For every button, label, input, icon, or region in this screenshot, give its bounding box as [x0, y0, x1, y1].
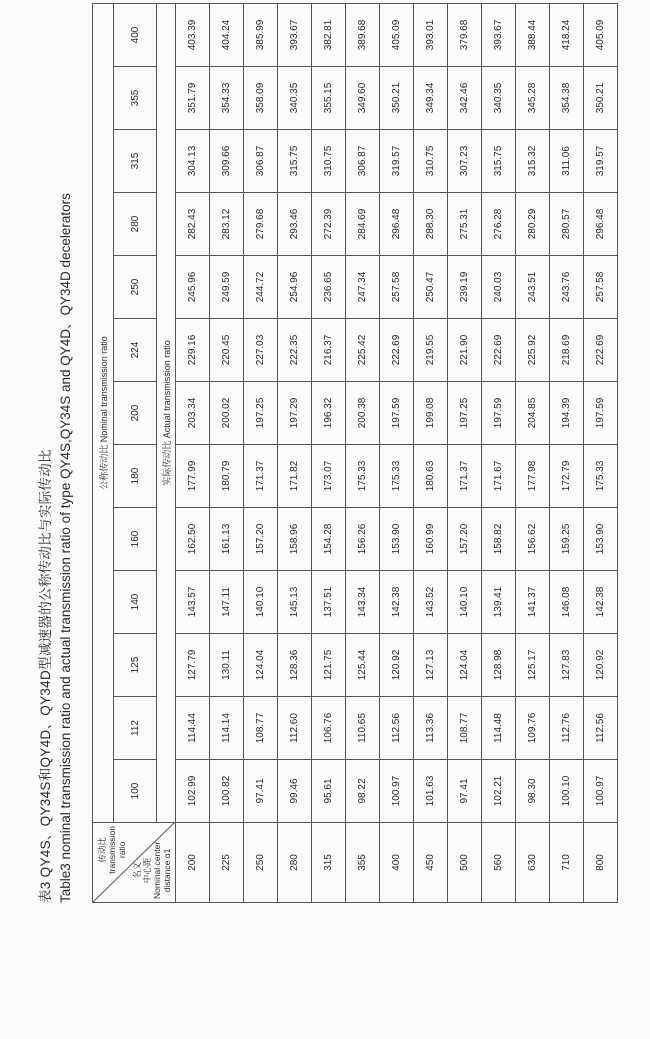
actual-ratio-cell: 154.28: [312, 508, 346, 571]
actual-ratio-cell: 108.77: [244, 697, 278, 760]
actual-ratio-cell: 307.23: [448, 130, 482, 193]
actual-ratio-cell: 239.19: [448, 256, 482, 319]
actual-ratio-cell: 340.35: [278, 67, 312, 130]
actual-ratio-cell: 257.58: [584, 256, 618, 319]
nominal-ratio-cell: 224: [114, 319, 157, 382]
actual-ratio-cell: 114.48: [482, 697, 516, 760]
table-title-chinese: 表3 QY4S、QY34S和QY4D、QY34D型减速器的公称传动比与实际传动比: [38, 449, 53, 903]
actual-ratio-cell: 310.75: [312, 130, 346, 193]
actual-ratio-cell: 349.34: [414, 67, 448, 130]
actual-ratio-cell: 200.38: [346, 382, 380, 445]
actual-ratio-cell: 172.79: [550, 445, 584, 508]
actual-ratio-cell: 243.51: [516, 256, 550, 319]
actual-ratio-cell: 393.67: [278, 4, 312, 67]
actual-ratio-cell: 388.44: [516, 4, 550, 67]
actual-ratio-cell: 171.37: [244, 445, 278, 508]
actual-ratio-cell: 112.60: [278, 697, 312, 760]
actual-ratio-cell: 345.28: [516, 67, 550, 130]
actual-ratio-cell: 319.57: [584, 130, 618, 193]
actual-ratio-cell: 99.46: [278, 760, 312, 823]
actual-ratio-cell: 106.76: [312, 697, 346, 760]
actual-ratio-cell: 102.21: [482, 760, 516, 823]
actual-ratio-cell: 222.69: [380, 319, 414, 382]
actual-ratio-cell: 222.69: [482, 319, 516, 382]
center-distance-cell: 280: [278, 823, 312, 903]
actual-ratio-cell: 197.25: [448, 382, 482, 445]
actual-ratio-cell: 385.99: [244, 4, 278, 67]
center-distance-cell: 250: [244, 823, 278, 903]
actual-ratio-cell: 102.99: [176, 760, 210, 823]
transmission-ratio-table: [92, 3, 618, 903]
actual-ratio-cell: 403.39: [176, 4, 210, 67]
actual-ratio-cell: 177.99: [176, 445, 210, 508]
actual-ratio-cell: 200.02: [210, 382, 244, 445]
actual-ratio-cell: 197.59: [482, 382, 516, 445]
actual-ratio-cell: 350.21: [380, 67, 414, 130]
actual-ratio-cell: 358.09: [244, 67, 278, 130]
nominal-ratio-cell: 125: [114, 634, 157, 697]
table-row: [210, 4, 244, 903]
actual-ratio-cell: 257.58: [380, 256, 414, 319]
actual-ratio-cell: 197.59: [380, 382, 414, 445]
actual-ratio-cell: 405.09: [584, 4, 618, 67]
actual-ratio-cell: 315.32: [516, 130, 550, 193]
actual-ratio-cell: 109.76: [516, 697, 550, 760]
actual-ratio-cell: 112.56: [584, 697, 618, 760]
actual-ratio-cell: 156.26: [346, 508, 380, 571]
actual-ratio-cell: 147.11: [210, 571, 244, 634]
center-distance-cell: 450: [414, 823, 448, 903]
actual-ratio-cell: 204.85: [516, 382, 550, 445]
actual-ratio-cell: 100.82: [210, 760, 244, 823]
actual-ratio-cell: 98.30: [516, 760, 550, 823]
actual-ratio-cell: 130.11: [210, 634, 244, 697]
actual-ratio-cell: 296.48: [584, 193, 618, 256]
actual-ratio-cell: 197.29: [278, 382, 312, 445]
nominal-ratio-cell: 112: [114, 697, 157, 760]
corner-distance-en-2: distance α1: [162, 848, 172, 893]
actual-ratio-cell: 157.20: [244, 508, 278, 571]
corner-distance-label: [132, 842, 172, 899]
actual-ratio-cell: 127.79: [176, 634, 210, 697]
actual-ratio-cell: 319.57: [380, 130, 414, 193]
actual-ratio-cell: 127.83: [550, 634, 584, 697]
actual-ratio-cell: 404.24: [210, 4, 244, 67]
table-row: [278, 4, 312, 903]
nominal-ratio-cell: 160: [114, 508, 157, 571]
table-row: [516, 4, 550, 903]
actual-ratio-cell: 393.67: [482, 4, 516, 67]
actual-ratio-cell: 306.87: [244, 130, 278, 193]
actual-ratio-cell: 114.14: [210, 697, 244, 760]
actual-ratio-cell: 245.96: [176, 256, 210, 319]
actual-ratio-cell: 275.31: [448, 193, 482, 256]
actual-ratio-cell: 405.09: [380, 4, 414, 67]
actual-ratio-cell: 153.90: [380, 508, 414, 571]
actual-ratio-cell: 311.06: [550, 130, 584, 193]
header-row-actual: [157, 4, 176, 903]
table-row: [482, 4, 516, 903]
center-distance-cell: 355: [346, 823, 380, 903]
nominal-ratio-cell: 200: [114, 382, 157, 445]
actual-ratio-cell: 128.98: [482, 634, 516, 697]
actual-ratio-cell: 310.75: [414, 130, 448, 193]
center-distance-cell: 400: [380, 823, 414, 903]
actual-ratio-cell: 171.37: [448, 445, 482, 508]
table-row: [176, 4, 210, 903]
actual-ratio-cell: 284.69: [346, 193, 380, 256]
nominal-ratio-cell: 250: [114, 256, 157, 319]
header-row-nominal-values: [114, 4, 157, 903]
actual-ratio-cell: 125.17: [516, 634, 550, 697]
table-row: [584, 4, 618, 903]
center-distance-cell: 500: [448, 823, 482, 903]
actual-ratio-cell: 100.97: [584, 760, 618, 823]
actual-ratio-cell: 177.98: [516, 445, 550, 508]
center-distance-cell: 225: [210, 823, 244, 903]
actual-ratio-cell: 354.38: [550, 67, 584, 130]
actual-ratio-cell: 379.68: [448, 4, 482, 67]
actual-ratio-cell: 173.07: [312, 445, 346, 508]
corner-distance-en-1: Nominal center: [152, 841, 162, 899]
actual-ratio-cell: 180.63: [414, 445, 448, 508]
actual-ratio-cell: 141.37: [516, 571, 550, 634]
actual-ratio-cell: 196.32: [312, 382, 346, 445]
actual-ratio-cell: 349.60: [346, 67, 380, 130]
actual-ratio-cell: 121.75: [312, 634, 346, 697]
actual-ratio-cell: 389.68: [346, 4, 380, 67]
actual-ratio-cell: 282.43: [176, 193, 210, 256]
actual-ratio-cell: 139.41: [482, 571, 516, 634]
actual-ratio-cell: 175.33: [380, 445, 414, 508]
center-distance-cell: 200: [176, 823, 210, 903]
actual-ratio-cell: 158.82: [482, 508, 516, 571]
actual-ratio-cell: 124.04: [244, 634, 278, 697]
actual-ratio-cell: 160.99: [414, 508, 448, 571]
actual-ratio-cell: 98.22: [346, 760, 380, 823]
actual-ratio-cell: 180.79: [210, 445, 244, 508]
actual-ratio-cell: 171.67: [482, 445, 516, 508]
actual-ratio-cell: 153.90: [584, 508, 618, 571]
center-distance-cell: 630: [516, 823, 550, 903]
actual-ratio-cell: 140.10: [448, 571, 482, 634]
actual-ratio-cell: 112.76: [550, 697, 584, 760]
actual-ratio-cell: 100.97: [380, 760, 414, 823]
nominal-ratio-cell: 400: [114, 4, 157, 67]
actual-ratio-cell: 159.25: [550, 508, 584, 571]
table-row: [448, 4, 482, 903]
actual-ratio-cell: 218.69: [550, 319, 584, 382]
actual-ratio-cell: 156.62: [516, 508, 550, 571]
center-distance-cell: 710: [550, 823, 584, 903]
actual-ratio-cell: 113.36: [414, 697, 448, 760]
corner-ratio-label: [97, 826, 127, 874]
actual-ratio-cell: 254.96: [278, 256, 312, 319]
actual-ratio-cell: 315.75: [482, 130, 516, 193]
actual-ratio-cell: 114.44: [176, 697, 210, 760]
actual-ratio-cell: 143.52: [414, 571, 448, 634]
nominal-ratio-cell: 315: [114, 130, 157, 193]
actual-ratio-cell: 199.08: [414, 382, 448, 445]
actual-ratio-cell: 382.81: [312, 4, 346, 67]
corner-ratio-cn: 传动比: [97, 837, 107, 863]
actual-ratio-cell: 315.75: [278, 130, 312, 193]
actual-ratio-cell: 220.45: [210, 319, 244, 382]
actual-ratio-cell: 108.77: [448, 697, 482, 760]
actual-ratio-cell: 247.34: [346, 256, 380, 319]
actual-ratio-cell: 280.57: [550, 193, 584, 256]
actual-ratio-cell: 244.72: [244, 256, 278, 319]
center-distance-cell: 560: [482, 823, 516, 903]
header-row-nominal: [93, 4, 114, 903]
nominal-ratio-cell: 280: [114, 193, 157, 256]
table-row: [414, 4, 448, 903]
actual-ratio-cell: 355.15: [312, 67, 346, 130]
nominal-ratio-cell: 100: [114, 760, 157, 823]
actual-ratio-cell: 393.01: [414, 4, 448, 67]
actual-ratio-cell: 280.29: [516, 193, 550, 256]
actual-ratio-cell: 143.34: [346, 571, 380, 634]
actual-ratio-header: 实际传动比 Actual transmission ratio: [157, 4, 176, 823]
actual-ratio-cell: 95.61: [312, 760, 346, 823]
table-row: [312, 4, 346, 903]
actual-ratio-cell: 127.13: [414, 634, 448, 697]
actual-ratio-cell: 142.38: [380, 571, 414, 634]
actual-ratio-cell: 171.82: [278, 445, 312, 508]
actual-ratio-cell: 222.35: [278, 319, 312, 382]
actual-ratio-cell: 296.48: [380, 193, 414, 256]
actual-ratio-cell: 219.55: [414, 319, 448, 382]
actual-ratio-cell: 216.37: [312, 319, 346, 382]
actual-ratio-cell: 304.13: [176, 130, 210, 193]
actual-ratio-cell: 142.38: [584, 571, 618, 634]
actual-ratio-cell: 288.30: [414, 193, 448, 256]
table-row: [346, 4, 380, 903]
corner-distance-cn-2: 中心距: [142, 857, 152, 884]
actual-ratio-cell: 146.08: [550, 571, 584, 634]
actual-ratio-cell: 197.59: [584, 382, 618, 445]
actual-ratio-cell: 97.41: [244, 760, 278, 823]
actual-ratio-cell: 125.44: [346, 634, 380, 697]
actual-ratio-cell: 101.63: [414, 760, 448, 823]
nominal-ratio-cell: 140: [114, 571, 157, 634]
actual-ratio-cell: 145.13: [278, 571, 312, 634]
center-distance-cell: 315: [312, 823, 346, 903]
actual-ratio-cell: 350.21: [584, 67, 618, 130]
actual-ratio-cell: 140.10: [244, 571, 278, 634]
actual-ratio-cell: 143.57: [176, 571, 210, 634]
actual-ratio-cell: 120.92: [584, 634, 618, 697]
table-row: [380, 4, 414, 903]
actual-ratio-cell: 340.35: [482, 67, 516, 130]
actual-ratio-cell: 128.36: [278, 634, 312, 697]
center-distance-cell: 800: [584, 823, 618, 903]
actual-ratio-cell: 203.34: [176, 382, 210, 445]
nominal-ratio-cell: 355: [114, 67, 157, 130]
actual-ratio-cell: 197.25: [244, 382, 278, 445]
actual-ratio-cell: 240.03: [482, 256, 516, 319]
actual-ratio-cell: 221.90: [448, 319, 482, 382]
actual-ratio-cell: 97.41: [448, 760, 482, 823]
actual-ratio-cell: 175.33: [346, 445, 380, 508]
actual-ratio-cell: 161.13: [210, 508, 244, 571]
actual-ratio-cell: 225.42: [346, 319, 380, 382]
nominal-ratio-header: 公称传动比 Nominal transmission ratio: [93, 4, 114, 823]
actual-ratio-cell: 309.66: [210, 130, 244, 193]
actual-ratio-cell: 250.47: [414, 256, 448, 319]
actual-ratio-cell: 243.76: [550, 256, 584, 319]
actual-ratio-cell: 227.03: [244, 319, 278, 382]
actual-ratio-cell: 110.65: [346, 697, 380, 760]
actual-ratio-cell: 249.59: [210, 256, 244, 319]
actual-ratio-cell: 162.50: [176, 508, 210, 571]
actual-ratio-cell: 194.39: [550, 382, 584, 445]
actual-ratio-cell: 157.20: [448, 508, 482, 571]
actual-ratio-cell: 342.46: [448, 67, 482, 130]
actual-ratio-cell: 293.46: [278, 193, 312, 256]
actual-ratio-cell: 279.68: [244, 193, 278, 256]
actual-ratio-cell: 229.16: [176, 319, 210, 382]
table-row: [550, 4, 584, 903]
table-title-english: Table3 nominal transmission ratio and actual transmission ratio of type QY4S,QY34S and QY4D、QY34D decelerators: [58, 193, 73, 903]
actual-ratio-cell: 354.33: [210, 67, 244, 130]
actual-ratio-cell: 272.39: [312, 193, 346, 256]
actual-ratio-cell: 225.92: [516, 319, 550, 382]
actual-ratio-cell: 306.87: [346, 130, 380, 193]
actual-ratio-cell: 175.33: [584, 445, 618, 508]
actual-ratio-cell: 100.10: [550, 760, 584, 823]
actual-ratio-cell: 120.92: [380, 634, 414, 697]
actual-ratio-cell: 137.51: [312, 571, 346, 634]
actual-ratio-cell: 351.79: [176, 67, 210, 130]
table-row: [244, 4, 278, 903]
corner-ratio-en-1: transmission: [107, 826, 117, 874]
actual-ratio-cell: 124.04: [448, 634, 482, 697]
actual-ratio-cell: 283.12: [210, 193, 244, 256]
actual-ratio-cell: 158.96: [278, 508, 312, 571]
nominal-ratio-cell: 180: [114, 445, 157, 508]
corner-header-cell: [93, 823, 176, 903]
actual-ratio-cell: 236.65: [312, 256, 346, 319]
actual-ratio-cell: 112.56: [380, 697, 414, 760]
corner-distance-cn-1: 名义: [132, 861, 142, 879]
actual-ratio-cell: 276.28: [482, 193, 516, 256]
corner-ratio-en-2: ratio: [117, 841, 127, 859]
actual-ratio-cell: 418.24: [550, 4, 584, 67]
actual-ratio-cell: 222.69: [584, 319, 618, 382]
